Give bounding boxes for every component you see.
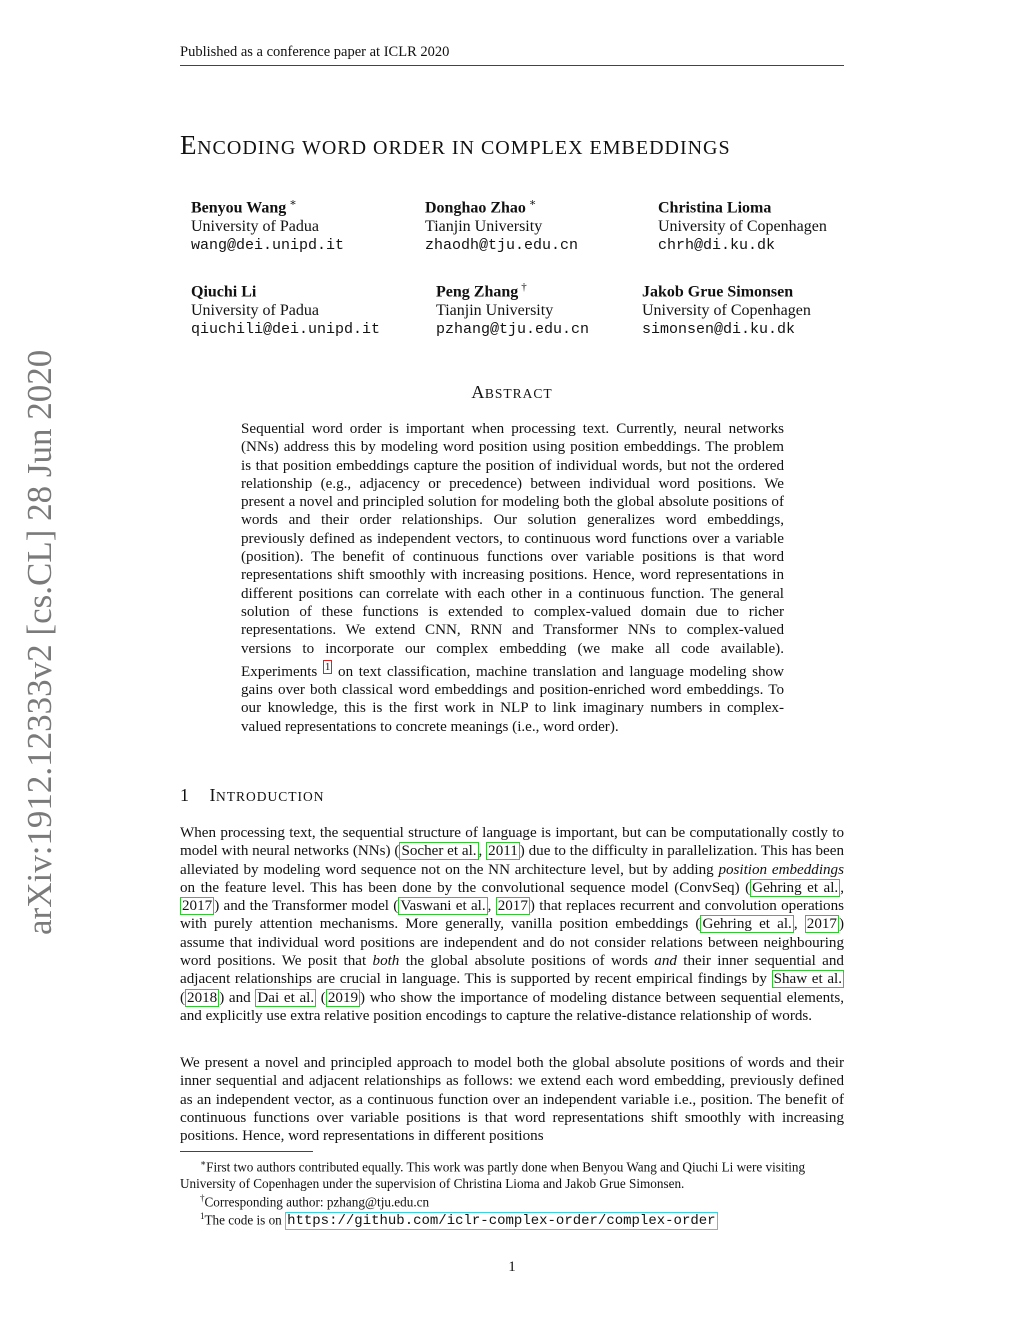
author-name: Benyou Wang bbox=[191, 199, 287, 217]
code-url-link[interactable]: https://github.com/iclr-complex-order/complex-order bbox=[287, 1213, 716, 1230]
title-rest: NCODING WORD ORDER IN COMPLEX EMBEDDINGS bbox=[197, 137, 731, 159]
author-block bbox=[642, 278, 811, 339]
footnote-mark: † bbox=[200, 1193, 205, 1203]
text-run: , bbox=[487, 898, 496, 915]
text-run: ( bbox=[316, 989, 326, 1006]
citation-link[interactable]: Shaw et al. bbox=[773, 971, 842, 988]
footnote-text: The code is on bbox=[204, 1212, 286, 1228]
citation-link[interactable]: Vaswani et al. bbox=[400, 898, 486, 915]
paper-title bbox=[180, 130, 731, 161]
text-run: When processing text, the sequential structure of language is important, but can be computationally costly to model with neural networks (NNs) ( bbox=[180, 825, 844, 860]
citation-year-link[interactable]: 2019 bbox=[327, 989, 359, 1006]
footnote-3 bbox=[200, 1208, 844, 1230]
abstract-text: on text classification, machine translation and language modeling show gains over both classical word embeddings and position-enriched word embeddings. To our knowledge, this is the first work in NLP to link imaginary numbers in complex-valued representations to concrete meanings (i.e., word order). bbox=[241, 663, 784, 735]
author-affiliation: University of Padua bbox=[191, 302, 319, 320]
section-heading-initial: I bbox=[209, 785, 216, 805]
citation-year-link[interactable]: 2017 bbox=[497, 898, 528, 915]
author-email: pzhang@tju.edu.cn bbox=[436, 321, 590, 339]
author-email: simonsen@di.ku.dk bbox=[642, 321, 796, 339]
citation-link[interactable]: Gehring et al. bbox=[752, 879, 839, 896]
author-email: zhaodh@tju.edu.cn bbox=[425, 237, 579, 255]
footnote-mark: ∗ bbox=[200, 1158, 207, 1168]
author-block bbox=[191, 278, 380, 339]
author-block bbox=[191, 194, 344, 255]
section-heading-rest: NTRODUCTION bbox=[216, 789, 325, 804]
section-heading bbox=[180, 785, 325, 806]
abstract-text: Sequential word order is important when processing text. Currently, neural networks (NNs) address this by modeling word position using position embeddings. The problem is that position embeddings capture the position of individual words, but not the ordered relationship (e.g., adjacency or precedence) between individual word positions. We present a novel and principled solution for modeling both the global absolute positions of words and their order relationships. Our solution generalizes word embeddings, previously defined as independent vectors, to continuous word functions over a variable (position). The benefit of continuous functions over variable positions is that word representations shift smoothly with increasing positions. Hence, word representations in different positions can correlate with each other in a continuous function. The general solution of these functions is extended to complex-valued domain due to richer representations. We extend CNN, RNN and Transformer NNs to complex-valued versions to incorporate our complex embedding (we make all code available). Experiments bbox=[241, 421, 784, 680]
abstract-body bbox=[241, 420, 784, 736]
emphasis-text: both bbox=[372, 953, 400, 970]
citation-year-link[interactable]: 2017 bbox=[182, 898, 213, 915]
author-block bbox=[425, 194, 578, 255]
citation-year-link[interactable]: 2018 bbox=[187, 989, 218, 1006]
text-run: their inner sequential and adjacent relationships are crucial in language. This is supported by recent empirical findings by bbox=[180, 953, 844, 988]
running-header: Published as a conference paper at ICLR 2020 bbox=[180, 44, 450, 60]
author-affiliation: University of Padua bbox=[191, 218, 319, 236]
abstract-heading bbox=[0, 382, 1024, 403]
author-name: Donghao Zhao bbox=[425, 199, 526, 217]
footnote-rule bbox=[180, 1151, 313, 1152]
citation-link[interactable]: Dai et al. bbox=[257, 989, 315, 1006]
author-name: Qiuchi Li bbox=[191, 283, 257, 301]
header-rule bbox=[180, 65, 844, 66]
author-mark: ∗ bbox=[528, 197, 537, 209]
footnote-text: Corresponding author: pzhang@tju.edu.cn bbox=[204, 1194, 430, 1210]
author-name: Peng Zhang bbox=[436, 283, 519, 301]
footnote-mark: 1 bbox=[200, 1211, 205, 1221]
arxiv-stamp: arXiv:1912.12333v2 [cs.CL] 28 Jun 2020 bbox=[20, 349, 59, 935]
text-run: ) assume that individual word positions are independent and do not consider relations between neighbouring word positions. We posit that bbox=[180, 916, 844, 970]
author-mark: ∗ bbox=[289, 197, 297, 209]
text-run: , bbox=[478, 843, 487, 860]
page-number: 1 bbox=[508, 1259, 516, 1275]
abstract-heading-initial: A bbox=[471, 382, 485, 402]
text-run: ) and the Transformer model ( bbox=[214, 898, 399, 915]
text-run: ) due to the difficulty in parallelization. This has been alleviated by modeling word sequence not on the NN architecture level, but by adding bbox=[180, 843, 845, 878]
author-affiliation: University of Copenhagen bbox=[658, 218, 827, 236]
title-initial: E bbox=[180, 130, 198, 160]
text-run: ) and bbox=[219, 989, 256, 1006]
emphasis-text: position embeddings bbox=[718, 861, 844, 878]
footnote-1 bbox=[180, 1155, 844, 1192]
text-run: the global absolute positions of words bbox=[399, 953, 655, 970]
author-email: chrh@di.ku.dk bbox=[658, 237, 776, 255]
text-run: , bbox=[840, 879, 844, 896]
author-email: wang@dei.unipd.it bbox=[191, 237, 345, 255]
intro-paragraph-1 bbox=[180, 824, 844, 1025]
text-run: on the feature level. This has been done by the convolutional sequence model (ConvSeq) ( bbox=[180, 879, 751, 896]
author-affiliation: University of Copenhagen bbox=[642, 302, 811, 320]
emphasis-text: and bbox=[654, 953, 677, 970]
citation-link[interactable]: Gehring et al. bbox=[702, 916, 792, 933]
footnote-ref-link[interactable]: 1 bbox=[324, 660, 331, 673]
text-run: ) who show the importance of modeling distance between sequential elements, and explicitly use extra relative position encodings to capture the relative-distance relationship of words. bbox=[180, 989, 844, 1024]
author-block bbox=[658, 194, 827, 255]
footnote-text: First two authors contributed equally. This work was partly done when Benyou Wang and Qiuchi Li were visiting University of Copenhagen under the supervision of Christina Lioma and Jakob Grue Simonsen. bbox=[180, 1159, 806, 1191]
author-name: Jakob Grue Simonsen bbox=[642, 283, 794, 301]
author-affiliation: Tianjin University bbox=[425, 218, 543, 236]
author-email: qiuchili@dei.unipd.it bbox=[191, 321, 381, 339]
citation-link[interactable]: Socher et al. bbox=[401, 843, 477, 860]
section-number: 1 bbox=[180, 785, 190, 805]
intro-paragraph-2: We present a novel and principled approach to model both the global absolute positions of words and their inner sequential and adjacent relationships as follows: we extend each word embedding, previously defined as an independent vector, as a continuous function over an independent variable i.e., position. The benefit of continuous functions over variable positions is that word representations shift smoothly with increasing positions. Hence, word representations in different positions bbox=[180, 1055, 844, 1145]
text-run: ) that replaces recurrent and convolution operations with purely attention mechanisms. More generally, vanilla position embeddings ( bbox=[180, 898, 845, 933]
author-mark: † bbox=[521, 281, 527, 293]
text-run: ( bbox=[180, 989, 186, 1006]
author-affiliation: Tianjin University bbox=[436, 302, 554, 320]
citation-year-link[interactable]: 2011 bbox=[488, 843, 518, 860]
abstract-heading-rest: BSTRACT bbox=[484, 386, 553, 401]
author-name: Christina Lioma bbox=[658, 199, 772, 217]
text-run: , bbox=[793, 916, 805, 933]
citation-year-link[interactable]: 2017 bbox=[806, 916, 837, 933]
author-block bbox=[436, 278, 589, 339]
